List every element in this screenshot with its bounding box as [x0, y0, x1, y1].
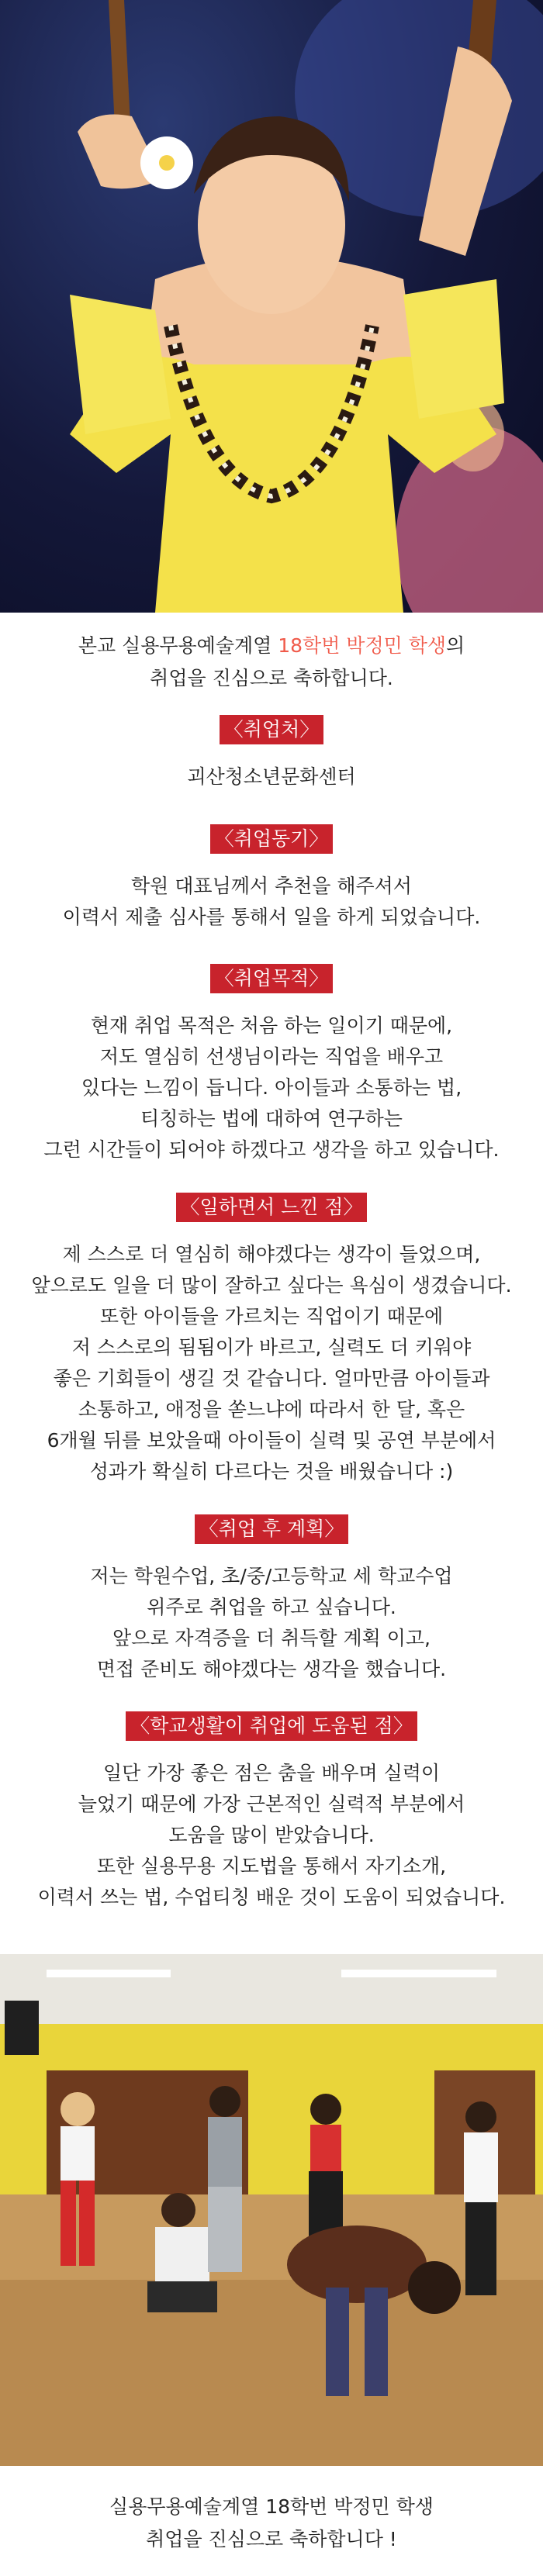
section-purpose [0, 964, 543, 1165]
body-line: 성과가 확실히 다르다는 것을 배웠습니다 :) [89, 1460, 454, 1483]
dance-class-photo [0, 1954, 543, 2466]
intro-suffix: 의 [446, 634, 465, 657]
section-heading: 〈일하면서 느낀 점〉 [176, 1193, 368, 1222]
dancer-performance-photo [0, 0, 543, 613]
body-line: 또한 실용무용 지도법을 통해서 자기소개, [96, 1855, 447, 1877]
body-line: 늘었기 때문에 가장 근본적인 실력적 부분에서 [78, 1793, 465, 1815]
section-heading: 〈취업동기〉 [210, 824, 334, 854]
section-workplace [0, 715, 543, 792]
body-line: 6개월 뒤를 보았을때 아이들이 실력 및 공연 부분에서 [47, 1429, 496, 1452]
body-line: 학원 대표님께서 추천을 해주셔서 [131, 875, 412, 897]
dance-studio-illustration [0, 1954, 543, 2466]
section-plans [0, 1514, 543, 1685]
body-line: 제 스스로 더 열심히 해야겠다는 생각이 들었으며, [62, 1243, 481, 1266]
body-line: 저 스스로의 됨됨이가 바르고, 실력도 더 키워야 [71, 1336, 472, 1359]
section-heading: 〈취업목적〉 [210, 964, 334, 993]
outro-line-1: 실용무용예술계열 18학번 박정민 학생 [109, 2495, 434, 2518]
body-line: 저도 열심히 선생님이라는 직업을 배우고 [99, 1045, 444, 1068]
section-body [0, 1239, 543, 1487]
body-line: 저는 학원수업, 초/중/고등학교 세 학교수업 [90, 1565, 453, 1587]
body-line: 괴산청소년문화센터 [187, 765, 356, 788]
body-line: 티칭하는 법에 대하여 연구하는 [140, 1107, 403, 1130]
body-line: 현재 취업 목적은 처음 하는 일이기 때문에, [90, 1014, 453, 1037]
section-body [0, 1758, 543, 1913]
dancer-illustration [0, 0, 543, 613]
outro-line-2: 취업을 진심으로 축하합니다 ! [146, 2528, 397, 2550]
section-heading: 〈취업처〉 [220, 715, 323, 744]
section-motivation [0, 824, 543, 933]
body-line: 도움을 많이 받았습니다. [168, 1824, 375, 1846]
section-body [0, 761, 543, 792]
section-body [0, 1561, 543, 1685]
section-school-help [0, 1711, 543, 1913]
body-line: 앞으로도 일을 더 많이 잘하고 싶다는 욕심이 생겼습니다. [31, 1274, 512, 1297]
intro-message [0, 630, 543, 695]
section-body [0, 871, 543, 933]
intro-prefix: 본교 실용무용예술계열 [78, 634, 278, 657]
body-line: 그런 시간들이 되어야 하겠다고 생각을 하고 있습니다. [43, 1138, 500, 1161]
body-line: 이력서 제출 심사를 통해서 일을 하게 되었습니다. [62, 906, 481, 928]
section-heading: 〈학교생활이 취업에 도움된 점〉 [126, 1711, 417, 1741]
section-heading: 〈취업 후 계획〉 [195, 1514, 349, 1544]
body-line: 좋은 기회들이 생길 것 같습니다. 얼마만큼 아이들과 [53, 1367, 490, 1390]
body-line: 있다는 느낌이 듭니다. 아이들과 소통하는 법, [81, 1076, 462, 1099]
student-name-highlight: 18학번 박정민 학생 [278, 634, 446, 657]
body-line: 또한 아이들을 가르치는 직업이기 때문에 [99, 1305, 444, 1328]
intro-line-2: 취업을 진심으로 축하합니다. [150, 667, 393, 689]
body-line: 면접 준비도 해야겠다는 생각을 했습니다. [96, 1658, 447, 1680]
body-line: 일단 가장 좋은 점은 춤을 배우며 실력이 [102, 1762, 441, 1784]
section-impressions [0, 1193, 543, 1487]
body-line: 소통하고, 애정을 쏟느냐에 따라서 한 달, 혹은 [78, 1398, 465, 1421]
closing-message [0, 2491, 543, 2556]
section-body [0, 1010, 543, 1165]
body-line: 앞으로 자격증을 더 취득할 계획 이고, [112, 1627, 431, 1649]
body-line: 위주로 취업을 하고 싶습니다. [147, 1596, 396, 1618]
body-line: 이력서 쓰는 법, 수업티칭 배운 것이 도움이 되었습니다. [37, 1886, 506, 1908]
